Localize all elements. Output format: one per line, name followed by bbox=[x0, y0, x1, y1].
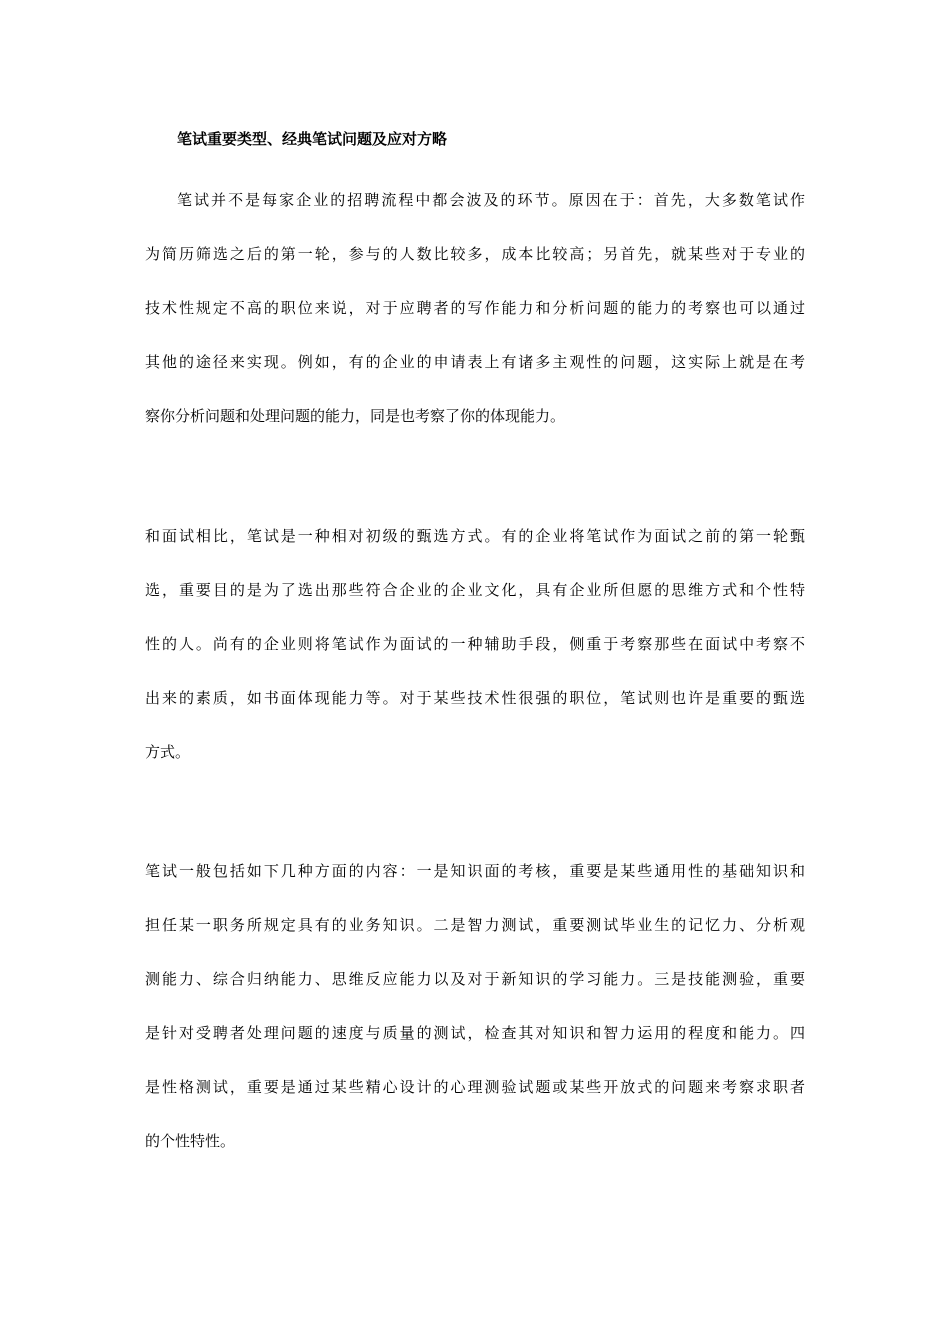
paragraph-line: 察你分析问题和处理问题的能力，同是也考察了你的体现能力。 bbox=[145, 407, 566, 425]
paragraph-line: 技术性规定不高的职位来说，对于应聘者的写作能力和分析问题的能力的考察也可以通过 bbox=[145, 299, 805, 317]
paragraph-1 bbox=[145, 189, 805, 459]
paragraph-line: 其他的途径来实现。例如，有的企业的申请表上有诸多主观性的问题，这实际上就是在考 bbox=[145, 353, 805, 371]
paragraph-line: 性的人。尚有的企业则将笔试作为面试的一种辅助手段，侧重于考察那些在面试中考察不 bbox=[145, 635, 805, 653]
paragraph-line: 是针对受聘者处理问题的速度与质量的测试，检查其对知识和智力运用的程度和能力。四 bbox=[145, 1024, 805, 1042]
paragraph-3 bbox=[145, 860, 805, 1184]
paragraph-line: 笔试一般包括如下几种方面的内容：一是知识面的考核，重要是某些通用性的基础知识和 bbox=[145, 862, 805, 880]
paragraph-line: 是性格测试，重要是通过某些精心设计的心理测验试题或某些开放式的问题来考察求职者 bbox=[145, 1078, 805, 1096]
paragraph-line: 测能力、综合归纳能力、思维反应能力以及对于新知识的学习能力。三是技能测验，重要 bbox=[145, 970, 805, 988]
paragraph-line: 和面试相比，笔试是一种相对初级的甄选方式。有的企业将笔试作为面试之前的第一轮甄 bbox=[145, 527, 805, 545]
paragraph-2 bbox=[145, 525, 805, 795]
paragraph-line: 出来的素质，如书面体现能力等。对于某些技术性很强的职位，笔试则也许是重要的甄选 bbox=[145, 689, 805, 707]
paragraph-line: 担任某一职务所规定具有的业务知识。二是智力测试，重要测试毕业生的记忆力、分析观 bbox=[145, 916, 805, 934]
paragraph-line: 方式。 bbox=[145, 743, 191, 761]
document-title: 笔试重要类型、经典笔试问题及应对方略 bbox=[177, 130, 448, 148]
paragraph-line: 为简历筛选之后的第一轮，参与的人数比较多，成本比较高；另首先，就某些对于专业的 bbox=[145, 245, 805, 263]
paragraph-line: 笔试并不是每家企业的招聘流程中都会波及的环节。原因在于：首先，大多数笔试作 bbox=[177, 191, 805, 209]
paragraph-line: 选，重要目的是为了选出那些符合企业的企业文化，具有企业所但愿的思维方式和个性特 bbox=[145, 581, 805, 599]
paragraph-line: 的个性特性。 bbox=[145, 1132, 236, 1150]
